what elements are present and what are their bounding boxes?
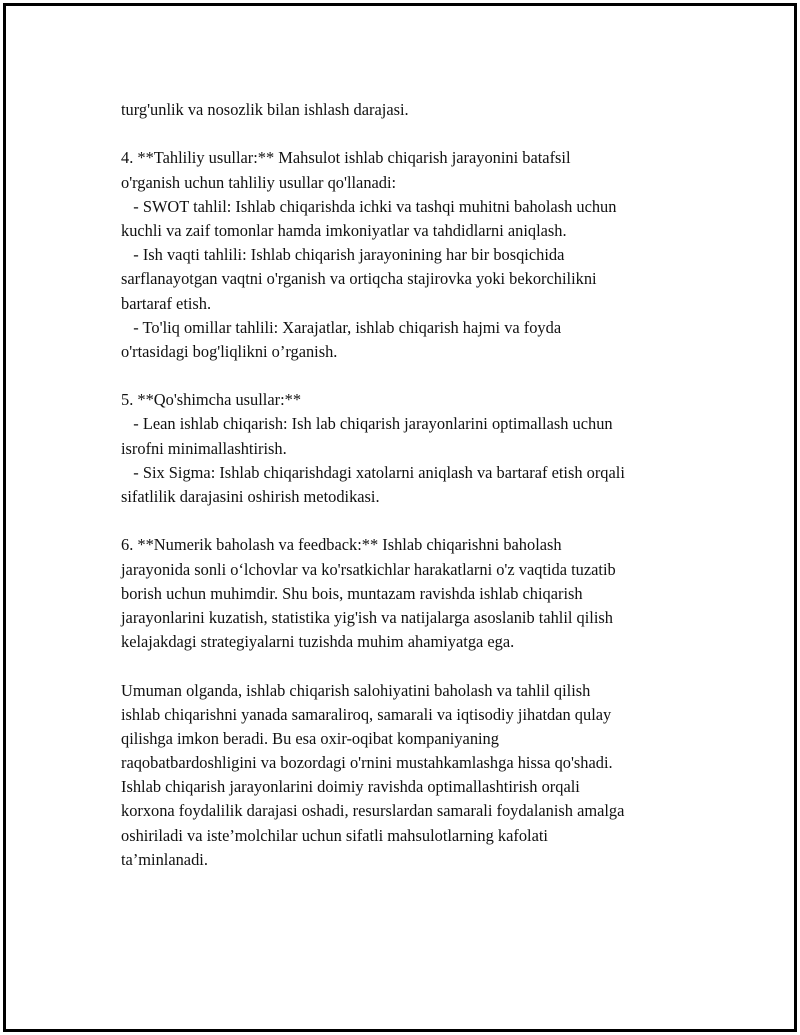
text-line: 5. **Qo'shimcha usullar:**: [121, 390, 302, 410]
text-line: borish uchun muhimdir. Shu bois, muntazam ravishda ishlab chiqarish: [121, 583, 583, 603]
text-line: ishlab chiqarishni yanada samaraliroq, samarali va iqtisodiy jihatdan qulay: [121, 704, 612, 724]
paragraph-conclusion: [121, 679, 721, 873]
text-line: - SWOT tahlil: Ishlab chiqarishda ichki va tashqi muhitni baholash uchun: [121, 196, 617, 216]
text-line: korxona foydalilik darajasi oshadi, resurslardan samarali foydalanish amalga: [121, 801, 625, 821]
text-line: 6. **Numerik baholash va feedback:** Ishlab chiqarishni baholash: [121, 535, 562, 555]
text-line: - Ish vaqti tahlili: Ishlab chiqarish jarayonining har bir bosqichida: [121, 245, 565, 265]
paragraph-gap: [121, 122, 721, 146]
text-line: raqobatbardoshligini va bozordagi o'rnini mustahkamlashga hissa qo'shadi.: [121, 753, 613, 773]
paragraph-gap: [121, 509, 721, 533]
text-line: kelajakdagi strategiyalarni tuzishda muhim ahamiyatga ega.: [121, 632, 515, 652]
text-line: o'rganish uchun tahliliy usullar qo'llanadi:: [121, 172, 397, 192]
text-line: Umuman olganda, ishlab chiqarish salohiyatini baholash va tahlil qilish: [121, 680, 591, 700]
text-line: jarayonida sonli o‘lchovlar va ko'rsatkichlar harakatlarni o'z vaqtida tuzatib: [121, 559, 616, 579]
paragraph-gap: [121, 364, 721, 388]
paragraph-gap: [121, 654, 721, 678]
text-line: ta’minlanadi.: [121, 849, 208, 869]
text-line: turg'unlik va nosozlik bilan ishlash darajasi.: [121, 100, 409, 119]
document-body: [121, 98, 721, 872]
text-line: - Lean ishlab chiqarish: Ish lab chiqarish jarayonlarini optimallash uchun: [121, 414, 613, 434]
text-line: isrofni minimallashtirish.: [121, 438, 287, 458]
text-line: oshiriladi va iste’molchilar uchun sifatli mahsulotlarning kafolati: [121, 825, 548, 845]
paragraph-numeric-evaluation: [121, 533, 721, 654]
text-line: jarayonlarini kuzatish, statistika yig'ish va natijalarga asoslanib tahlil qilish: [121, 607, 613, 627]
paragraph-analytical-methods: [121, 146, 721, 364]
paragraph-additional-methods: [121, 388, 721, 509]
text-line: Ishlab chiqarish jarayonlarini doimiy ravishda optimallashtirish orqali: [121, 777, 580, 797]
paragraph-intro-tail: [121, 98, 721, 122]
text-line: qilishga imkon beradi. Bu esa oxir-oqibat kompaniyaning: [121, 728, 499, 748]
text-line: 4. **Tahliliy usullar:** Mahsulot ishlab chiqarish jarayonini batafsil: [121, 148, 571, 168]
text-line: sifatlilik darajasini oshirish metodikasi.: [121, 487, 380, 506]
text-line: kuchli va zaif tomonlar hamda imkoniyatlar va tahdidlarni aniqlash.: [121, 220, 567, 240]
text-line: o'rtasidagi bog'liqlikni o’rganish.: [121, 341, 338, 361]
text-line: sarflanayotgan vaqtni o'rganish va ortiqcha stajirovka yoki bekorchilikni: [121, 269, 597, 289]
page-frame: [3, 3, 797, 1032]
text-line: - Six Sigma: Ishlab chiqarishdagi xatolarni aniqlash va bartaraf etish orqali: [121, 462, 625, 482]
text-line: bartaraf etish.: [121, 293, 212, 313]
text-line: - To'liq omillar tahlili: Xarajatlar, ishlab chiqarish hajmi va foyda: [121, 317, 562, 337]
